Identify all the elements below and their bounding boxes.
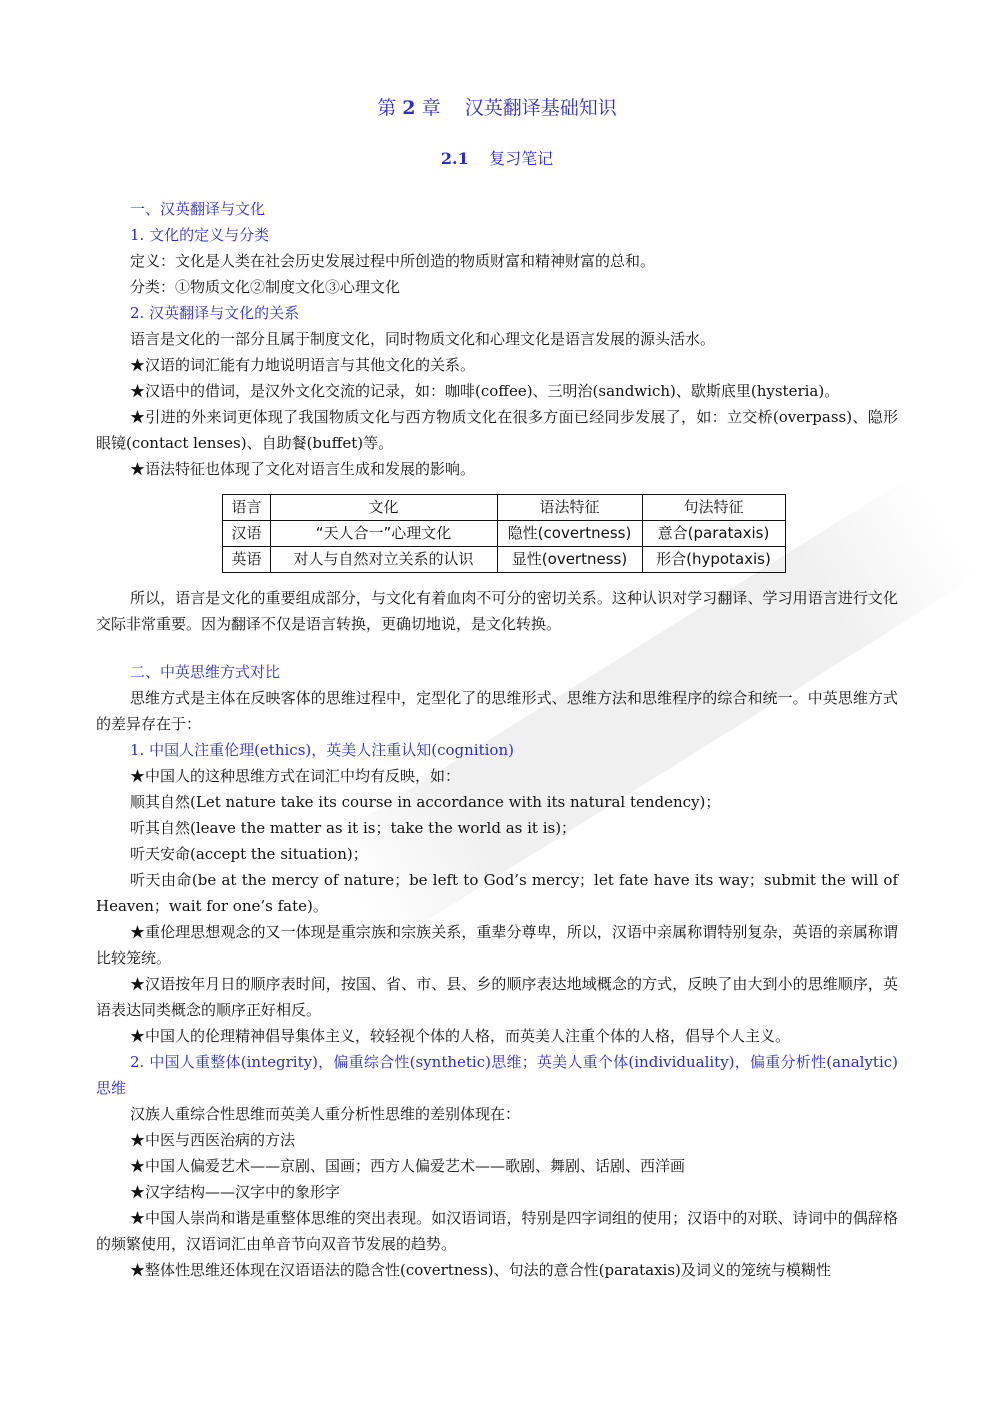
table-header-cell: 句法特征 bbox=[642, 495, 785, 521]
chapter-name: 汉英翻译基础知识 bbox=[464, 97, 617, 119]
heading-part2: 二、中英思维方式对比 bbox=[130, 663, 281, 681]
table-header-cell: 语法特征 bbox=[497, 495, 642, 521]
bullet-art: ★中国人偏爱艺术——京剧、国画；西方人偏爱艺术——歌剧、舞剧、话剧、西洋画 bbox=[130, 1157, 686, 1175]
table-cell: 英语 bbox=[223, 547, 270, 573]
page-content bbox=[96, 94, 898, 1283]
bullet-integrity-grammar: ★整体性思维还体现在汉语语法的隐含性(covertness)、句法的意合性(parataxis)及词义的笼统与模糊性 bbox=[130, 1261, 831, 1279]
example-item: 听天由命(be at the mercy of nature；be left to God’s mercy；let fate have its way；submit the will of Heaven；wait for one’s fate)。 bbox=[96, 871, 898, 915]
table-cell: “天人合一”心理文化 bbox=[270, 521, 497, 547]
chapter-title bbox=[96, 94, 898, 122]
table-cell: 隐性(covertness) bbox=[497, 521, 642, 547]
bullet-medicine: ★中医与西医治病的方法 bbox=[130, 1131, 296, 1149]
heading-part1: 一、汉英翻译与文化 bbox=[130, 200, 266, 218]
example-item: 听天安命(accept the situation)； bbox=[130, 845, 368, 863]
subheading-culture-definition: 1. 文化的定义与分类 bbox=[130, 226, 270, 244]
paragraph-thinking-intro: 思维方式是主体在反映客体的思维过程中，定型化了的思维形式、思维方法和思维程序的综合和统一。中英思维方式的差异存在于： bbox=[96, 689, 898, 733]
table-header-row bbox=[223, 495, 785, 521]
paragraph-classification: 分类：①物质文化②制度文化③心理文化 bbox=[130, 278, 401, 296]
comparison-table-wrapper bbox=[96, 494, 898, 573]
table-cell: 汉语 bbox=[223, 521, 270, 547]
table-row bbox=[223, 521, 785, 547]
bullet-characters: ★汉字结构——汉字中的象形字 bbox=[130, 1183, 341, 1201]
example-item: 听其自然(leave the matter as it is；take the world as it is)； bbox=[130, 819, 577, 837]
table-cell: 显性(overtness) bbox=[497, 547, 642, 573]
table-row bbox=[223, 547, 785, 573]
bullet-kinship: ★重伦理思想观念的又一体现是重宗族和宗族关系，重辈分尊卑，所以，汉语中亲属称谓特别复杂，英语的亲属称谓比较笼统。 bbox=[96, 923, 898, 967]
example-item: 顺其自然(Let nature take its course in accordance with its natural tendency)； bbox=[130, 793, 721, 811]
paragraph-definition: 定义：文化是人类在社会历史发展过程中所创造的物质财富和精神财富的总和。 bbox=[130, 252, 656, 270]
section-name: 复习笔记 bbox=[489, 149, 554, 168]
bullet-harmony: ★中国人崇尚和谐是重整体思维的突出表现。如汉语词语，特别是四字词组的使用；汉语中的对联、诗词中的偶辞格的频繁使用，汉语词汇由单音节向双音节发展的趋势。 bbox=[96, 1209, 898, 1253]
comparison-table bbox=[222, 494, 785, 573]
chapter-number: 2 bbox=[402, 97, 416, 119]
bullet-order: ★汉语按年月日的顺序表时间，按国、省、市、县、乡的顺序表达地域概念的方式，反映了由大到小的思维顺序，英语表达同类概念的顺序正好相反。 bbox=[96, 975, 898, 1019]
bullet-vocabulary: ★汉语的词汇能有力地说明语言与其他文化的关系。 bbox=[130, 356, 476, 374]
chapter-prefix: 第 bbox=[377, 97, 397, 119]
table-header-cell: 文化 bbox=[270, 495, 497, 521]
bullet-grammar: ★语法特征也体现了文化对语言生成和发展的影响。 bbox=[130, 460, 476, 478]
table-cell: 对人与自然对立关系的认识 bbox=[270, 547, 497, 573]
subheading-integrity-individuality: 2. 中国人重整体(integrity)，偏重综合性(synthetic)思维；英美人重个体(individuality)，偏重分析性(analytic)思维 bbox=[96, 1053, 898, 1097]
subheading-translation-culture: 2. 汉英翻译与文化的关系 bbox=[130, 304, 300, 322]
bullet-vocabulary-reflection: ★中国人的这种思维方式在词汇中均有反映，如： bbox=[130, 767, 461, 785]
paragraph-conclusion: 所以，语言是文化的重要组成部分，与文化有着血肉不可分的密切关系。这种认识对学习翻译、学习用语言进行文化交际非常重要。因为翻译不仅是语言转换，更确切地说，是文化转换。 bbox=[96, 589, 898, 633]
bullet-loanwords: ★汉语中的借词，是汉外文化交流的记录，如：咖啡(coffee)、三明治(sandwich)、歇斯底里(hysteria)。 bbox=[130, 382, 840, 400]
chapter-suffix: 章 bbox=[421, 97, 441, 119]
subheading-ethics-cognition: 1. 中国人注重伦理(ethics)，英美人注重认知(cognition) bbox=[130, 741, 514, 759]
table-header-cell: 语言 bbox=[223, 495, 270, 521]
bullet-collectivism: ★中国人的伦理精神倡导集体主义，较轻视个体的人格，而英美人注重个体的人格，倡导个人主义。 bbox=[130, 1027, 791, 1045]
bullet-foreign-words: ★引进的外来词更体现了我国物质文化与西方物质文化在很多方面已经同步发展了，如：立交桥(overpass)、隐形眼镜(contact lenses)、自助餐(buffet)等。 bbox=[96, 408, 898, 452]
spacer bbox=[96, 637, 898, 659]
section-number: 2.1 bbox=[440, 149, 469, 168]
paragraph-language-culture: 语言是文化的一部分且属于制度文化，同时物质文化和心理文化是语言发展的源头活水。 bbox=[130, 330, 716, 348]
paragraph-difference-intro: 汉族人重综合性思维而英美人重分析性思维的差别体现在： bbox=[130, 1105, 521, 1123]
table-cell: 意合(parataxis) bbox=[642, 521, 785, 547]
table-cell: 形合(hypotaxis) bbox=[642, 547, 785, 573]
section-title bbox=[96, 148, 898, 170]
